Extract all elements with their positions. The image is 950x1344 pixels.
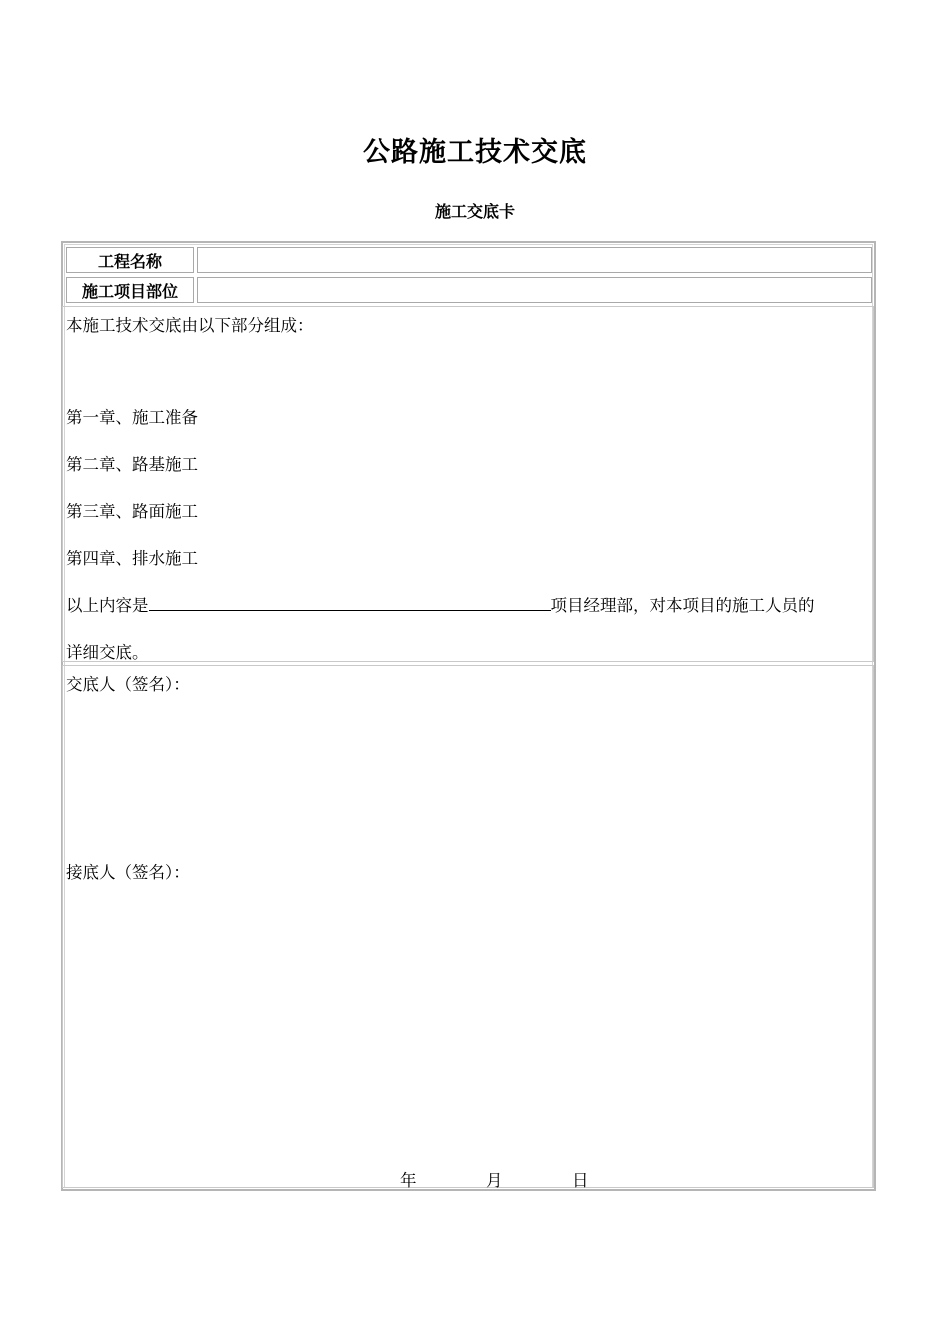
date-month-label: 月 (486, 1171, 503, 1190)
chapter-3: 第三章、路面施工 (66, 502, 198, 521)
location-label: 施工项目部位 (81, 281, 178, 301)
location-field[interactable] (197, 277, 872, 303)
content-cell (62, 306, 874, 662)
date-year-label: 年 (400, 1171, 417, 1190)
chapter-1: 第一章、施工准备 (66, 408, 198, 427)
statement-suffix: 项目经理部，对本项目的施工人员的 (550, 596, 815, 615)
location-label-cell (66, 277, 194, 303)
giver-signature-label: 交底人（签名）： (66, 675, 190, 694)
project-name-label-cell (66, 247, 194, 273)
signature-cell (62, 665, 874, 1188)
statement-line (66, 592, 815, 616)
chapter-4: 第四章、排水施工 (66, 549, 198, 568)
project-name-field[interactable] (197, 247, 872, 273)
document-subtitle: 施工交底卡 (434, 202, 515, 221)
project-dept-blank[interactable] (149, 593, 551, 611)
chapter-2: 第二章、路基施工 (66, 455, 198, 474)
document-title: 公路施工技术交底 (363, 137, 587, 168)
project-name-label: 工程名称 (97, 251, 162, 271)
statement-line-2: 详细交底。 (66, 643, 149, 662)
receiver-signature-label: 接底人（签名）： (66, 863, 190, 882)
date-day-label: 日 (572, 1171, 589, 1190)
statement-prefix: 以上内容是 (66, 596, 149, 615)
intro-text: 本施工技术交底由以下部分组成： (66, 316, 314, 335)
